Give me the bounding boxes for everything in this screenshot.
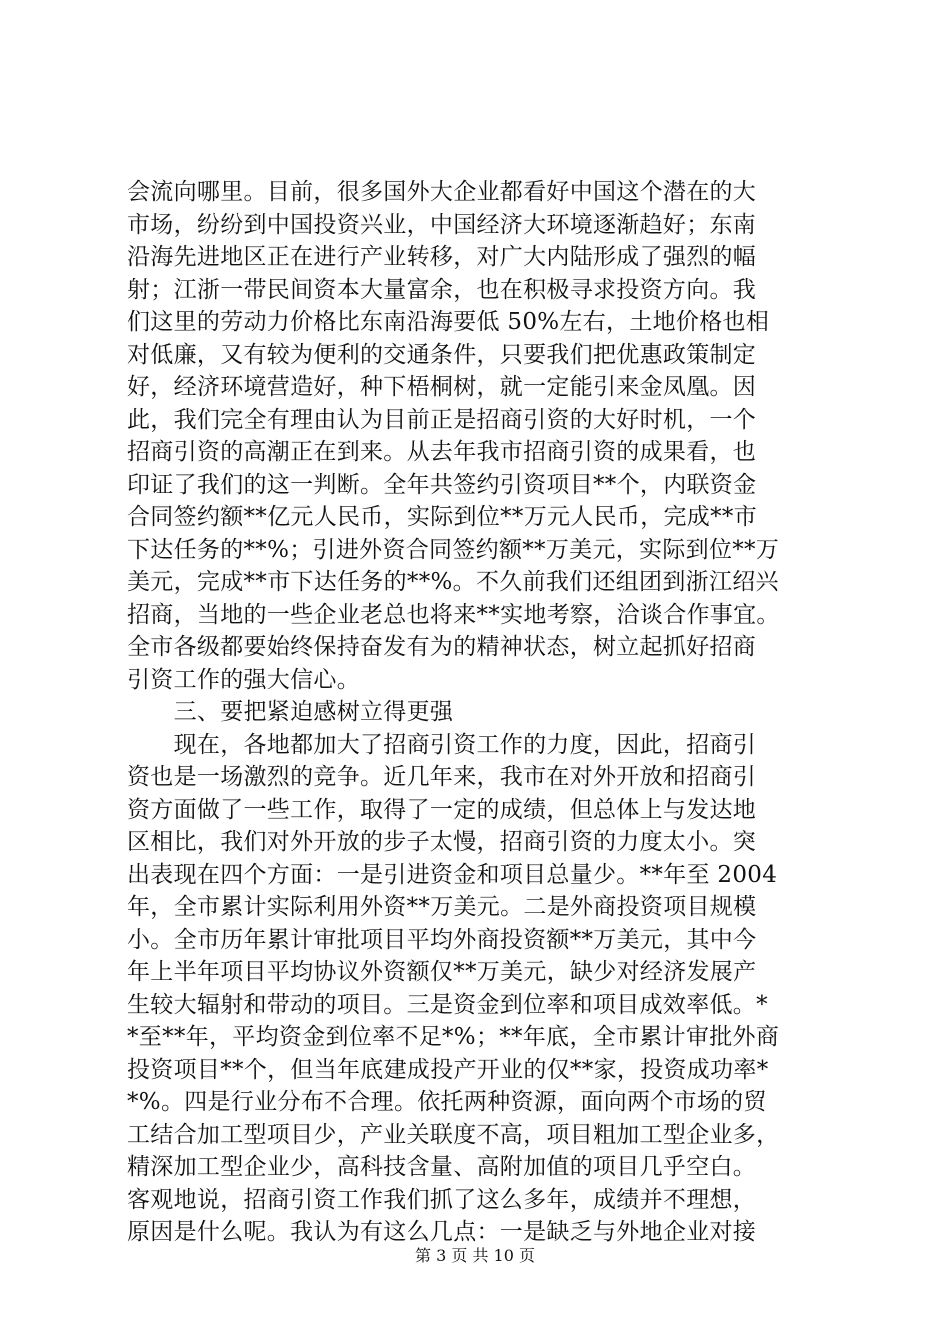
text-line: 年上半年项目平均协议外资额仅**万美元，缺少对经济发展产 [127,959,757,985]
text-line: 招商，当地的一些企业老总也将来**实地考察，洽谈合作事宜。 [127,601,780,628]
text-line: 美元，完成**市下达任务的**%。不久前我们还组团到浙江绍兴 [127,569,779,595]
text-line: 区相比，我们对外开放的步子太慢，招商引资的力度太小。突 [127,829,757,855]
page-footer: 第 3 页 共 10 页 [415,1246,535,1265]
text-line: 工结合加工型项目少，产业关联度不高，项目粗加工型企业多， [127,1121,780,1148]
text-line: 引资工作的强大信心。 [127,666,360,693]
text-line: 全市各级都要始终保持奋发有为的精神状态，树立起抓好招商 [127,634,757,660]
text-line: 下达任务的**%；引进外资合同签约额**万美元，实际到位**万 [127,536,780,563]
text-line: *%。四是行业分布不合理。依托两种资源，面向两个市场的贸 [127,1089,767,1115]
text-line: 对低廉，又有较为便利的交通条件，只要我们把优惠政策制定 [127,341,757,368]
text-line: 出表现在四个方面：一是引进资金和项目总量少。**年至 2004 [127,861,778,888]
text-line: 现在，各地都加大了招商引资工作的力度，因此，招商引 [127,731,757,758]
text-line: 们这里的劳动力价格比东南沿海要低 50%左右，土地价格也相 [127,309,770,335]
text-line: 合同签约额**亿元人民币，实际到位**万元人民币，完成**市 [127,504,757,530]
text-line: 生较大辐射和带动的项目。三是资金到位率和项目成效率低。* [127,991,768,1018]
text-line: 好，经济环境营造好，种下梧桐树，就一定能引来金凤凰。因 [127,374,757,400]
text-line: 原因是什么呢。我认为有这么几点：一是缺乏与外地企业对接 [127,1219,757,1245]
text-line: 招商引资的高潮正在到来。从去年我市招商引资的成果看，也 [127,439,757,465]
text-line: 精深加工型企业少，高科技含量、高附加值的项目几乎空白。 [127,1154,757,1180]
text-line: 射；江浙一带民间资本大量富余，也在积极寻求投资方向。我 [127,276,757,303]
text-line: *至**年，平均资金到位率不足*%；**年底，全市累计审批外商 [127,1024,780,1050]
section-heading: 三、要把紧迫感树立得更强 [127,699,454,725]
text-line: 市场，纷纷到中国投资兴业，中国经济大环境逐渐趋好；东南 [127,211,757,238]
text-line: 年，全市累计实际利用外资**万美元。二是外商投资项目规模 [127,894,757,920]
text-line: 投资项目**个，但当年底建成投产开业的仅**家，投资成功率* [127,1056,769,1083]
body-text [127,176,837,1249]
text-line: 资也是一场激烈的竞争。近几年来，我市在对外开放和招商引 [127,764,757,790]
text-line: 小。全市历年累计审批项目平均外商投资额**万美元，其中今 [127,926,757,953]
text-line: 此，我们完全有理由认为目前正是招商引资的大好时机，一个 [127,406,757,433]
text-line: 会流向哪里。目前，很多国外大企业都看好中国这个潜在的大 [127,179,757,205]
text-line: 客观地说，招商引资工作我们抓了这么多年，成绩并不理想， [127,1186,757,1213]
text-line: 印证了我们的这一判断。全年共签约引资项目**个，内联资金 [127,471,757,498]
text-line: 沿海先进地区正在进行产业转移，对广大内陆形成了强烈的幅 [127,244,757,270]
text-line: 资方面做了一些工作，取得了一定的成绩，但总体上与发达地 [127,796,757,823]
